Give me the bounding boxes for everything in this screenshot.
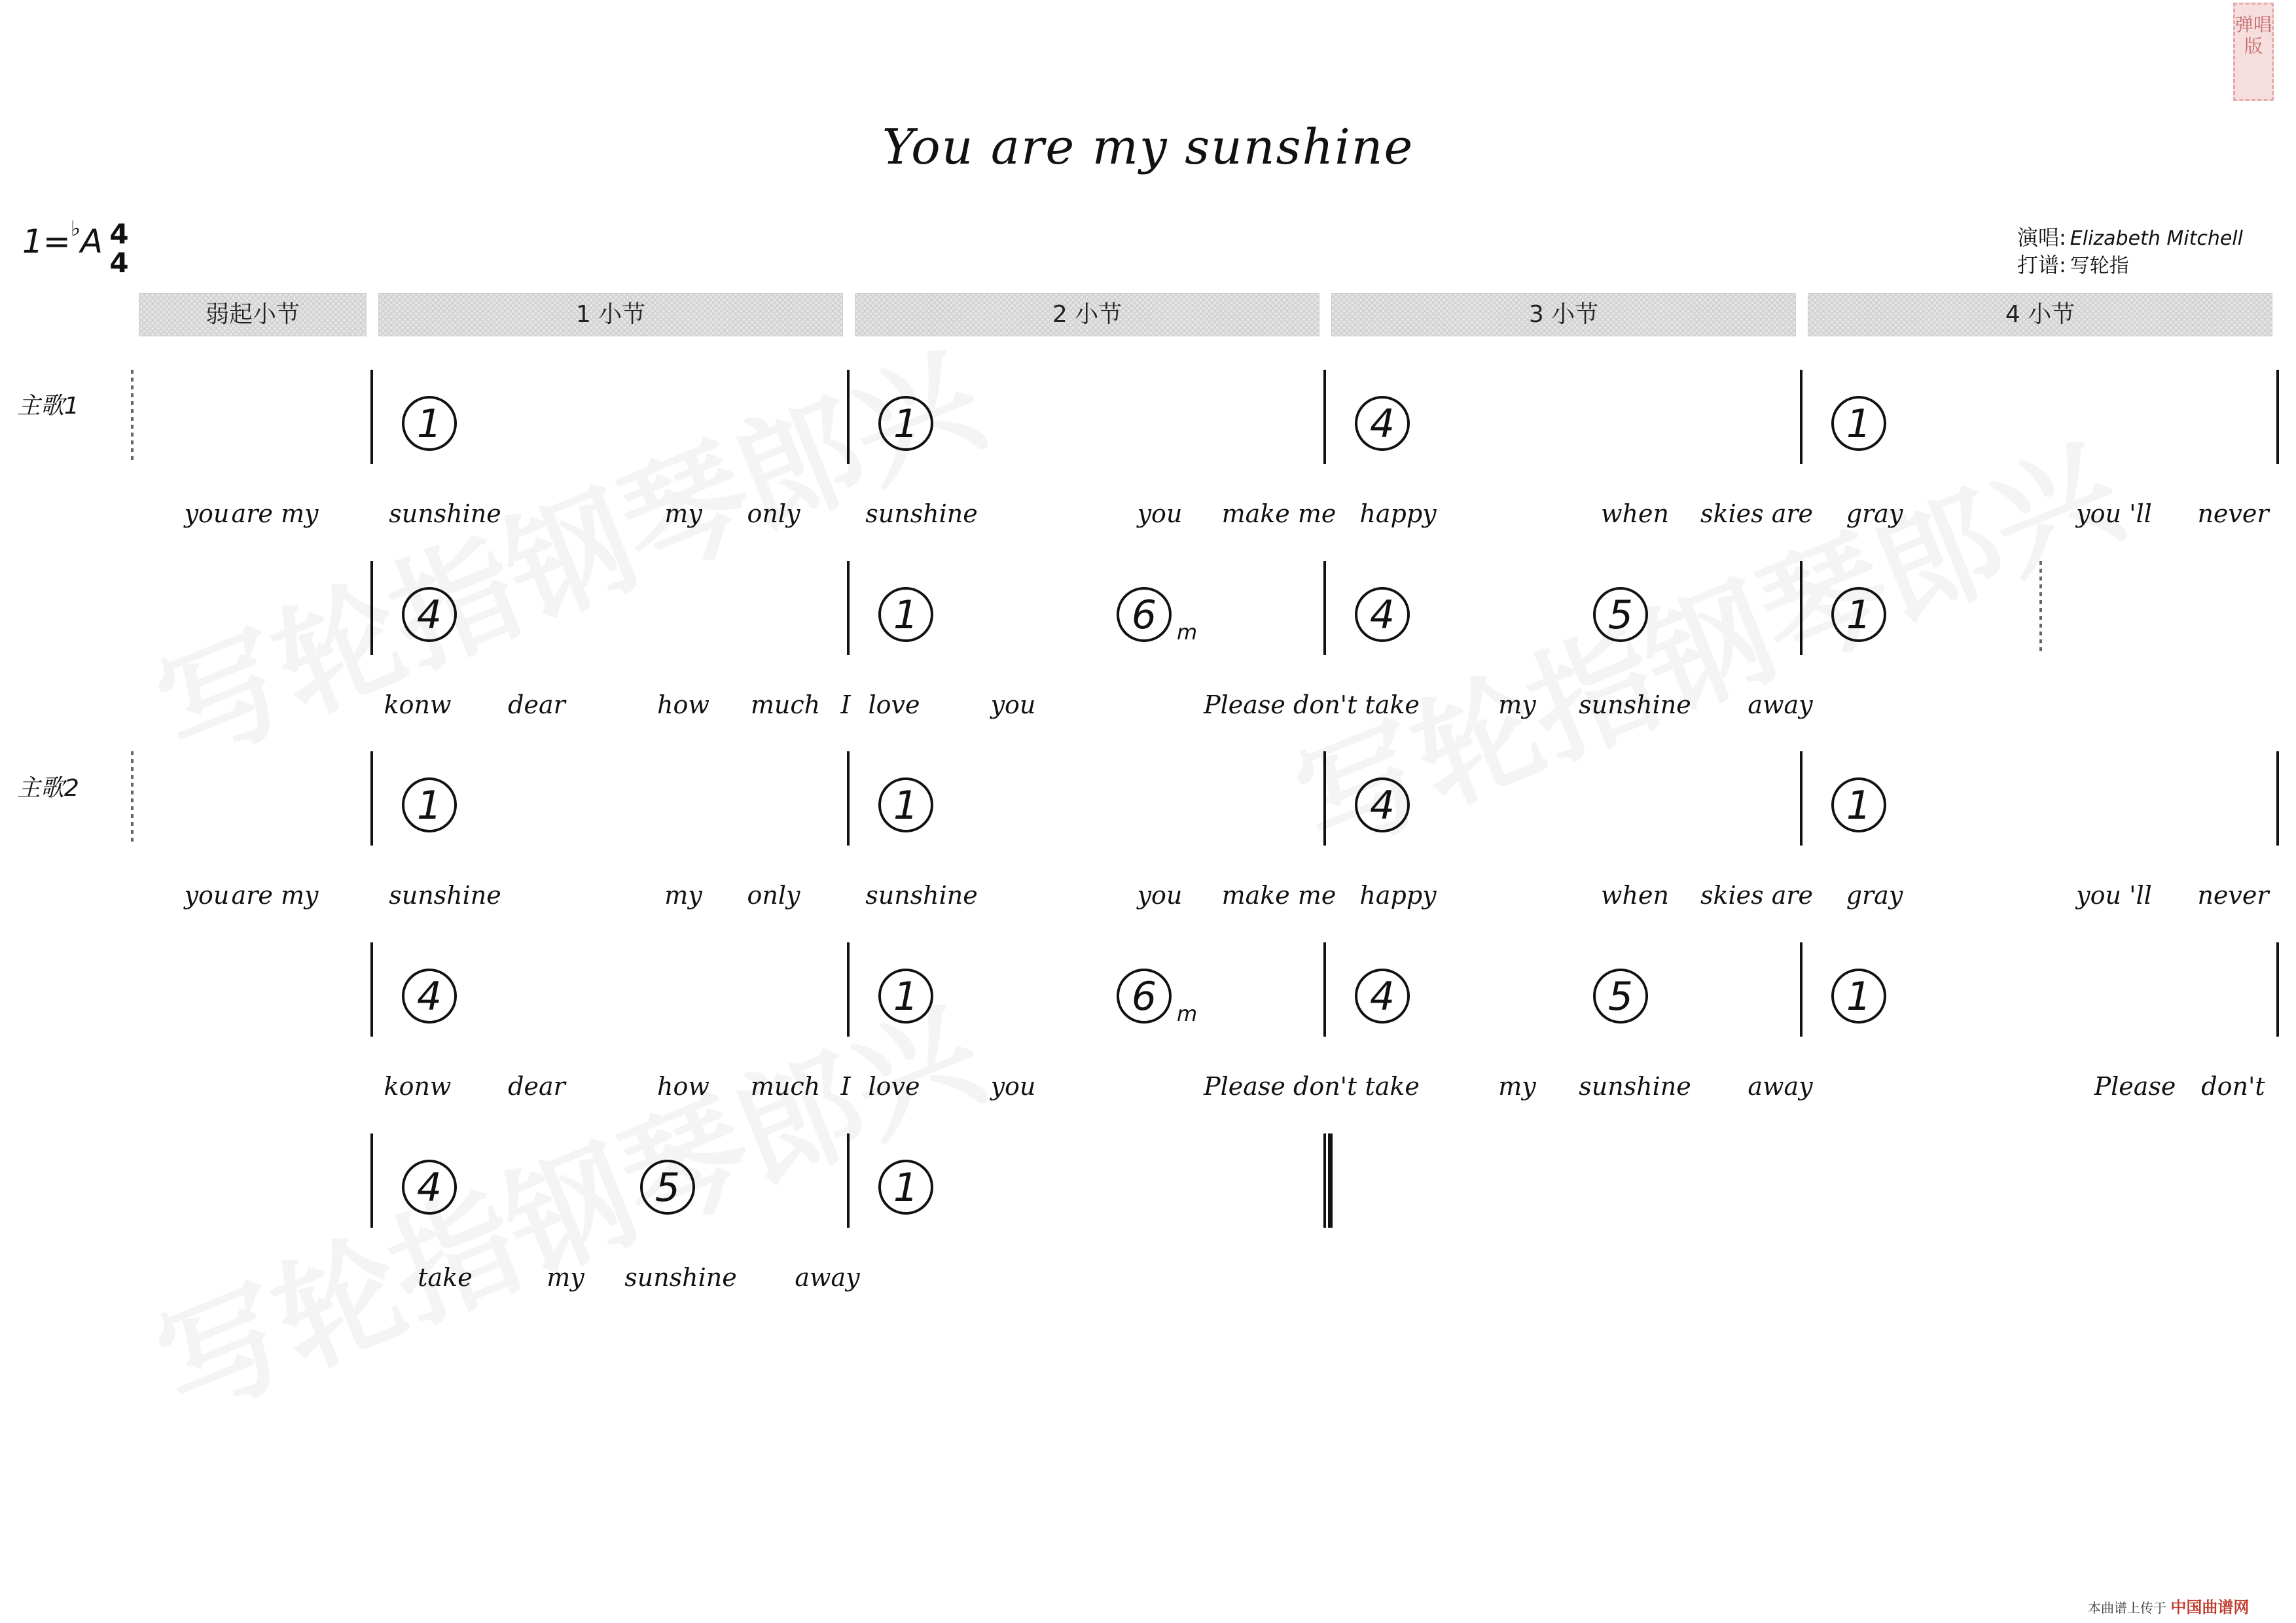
footer-text: 本曲谱上传于	[2088, 1600, 2166, 1616]
barline	[1800, 370, 1803, 464]
lyric-word: away	[1748, 1072, 1813, 1101]
barline	[370, 1133, 373, 1228]
lyric-word: much	[750, 690, 821, 719]
chord-circle: 5	[1593, 969, 1648, 1024]
barline	[1800, 942, 1803, 1037]
chord-circle: 4	[1355, 777, 1410, 832]
barline	[370, 561, 373, 655]
measure-header-pickup: 弱起小节	[139, 293, 367, 336]
barline	[847, 370, 850, 464]
lyric-word: happy	[1359, 499, 1437, 528]
barline	[2276, 942, 2279, 1037]
lyric-word: Please don't take	[1204, 1072, 1420, 1101]
chord-circle: 1	[1831, 969, 1886, 1024]
key-note: A	[80, 223, 103, 260]
chord-suffix: m	[1177, 620, 1198, 645]
lyric-word: don't	[2201, 1072, 2265, 1101]
lyric-word: konw	[384, 1072, 452, 1101]
section-label-verse-1: 主歌1	[17, 393, 79, 419]
chord-circle: 4	[1355, 396, 1410, 451]
lyric-word: you	[184, 881, 230, 910]
barline	[847, 751, 850, 846]
chord-circle: 4	[402, 587, 457, 642]
lyric-word: Please	[2094, 1072, 2176, 1101]
barline	[1800, 751, 1803, 846]
barline	[847, 561, 850, 655]
chord-circle: 5	[640, 1160, 695, 1215]
lyric-word: never	[2197, 499, 2269, 528]
lyric-word: away	[1748, 690, 1813, 719]
lyric-word: love	[868, 1072, 920, 1101]
measure-header-1: 1 小节	[378, 293, 843, 336]
lyric-word: are my	[231, 881, 319, 910]
time-signature	[106, 220, 132, 277]
lyric-word: you	[1137, 499, 1183, 528]
lyric-word: only	[747, 499, 800, 528]
lyric-word: sunshine	[1579, 1072, 1691, 1101]
lyric-word: sunshine	[389, 499, 501, 528]
barline	[1323, 561, 1326, 655]
lyric-word: Please don't take	[1204, 690, 1420, 719]
lyric-word: you	[1137, 881, 1183, 910]
measure-header-2: 2 小节	[855, 293, 1319, 336]
barline	[370, 942, 373, 1037]
footer	[2088, 1594, 2249, 1617]
barline	[1323, 751, 1326, 846]
time-signature-bottom: 4	[109, 247, 129, 279]
chord-circle: 6	[1117, 969, 1172, 1024]
lyric-word: skies are	[1700, 499, 1814, 528]
chord-circle: 1	[1831, 777, 1886, 832]
edition-stamp: 弹唱版	[2233, 3, 2274, 101]
chord-circle: 1	[878, 1160, 933, 1215]
watermark	[130, 302, 1003, 794]
lyric-word: my	[664, 499, 702, 528]
lyric-word: gray	[1846, 499, 1903, 528]
lyric-word: skies are	[1700, 881, 1814, 910]
measure-header-4: 4 小节	[1808, 293, 2272, 336]
barline	[2276, 370, 2279, 464]
dashed-barline	[131, 751, 134, 846]
page-title: You are my sunshine	[882, 119, 1414, 175]
lyric-word: away	[795, 1263, 860, 1292]
credit-label: 演唱:	[2017, 225, 2066, 250]
lyric-word: take	[418, 1263, 473, 1292]
chord-circle: 4	[402, 969, 457, 1024]
lyric-word: konw	[384, 690, 452, 719]
watermark	[130, 957, 1003, 1448]
lyric-word: my	[1498, 690, 1536, 719]
credit-label: 打谱:	[2017, 253, 2066, 277]
lyric-word: love	[868, 690, 920, 719]
lyric-word: much	[750, 1072, 821, 1101]
flat-sign: ♭	[70, 216, 81, 241]
lyric-word: happy	[1359, 881, 1437, 910]
lyric-word: my	[547, 1263, 584, 1292]
lyric-word: you	[184, 499, 230, 528]
chord-circle: 1	[402, 777, 457, 832]
chord-circle: 1	[878, 777, 933, 832]
lyric-word: dear	[508, 1072, 565, 1101]
final-barline	[1323, 1133, 1333, 1228]
chord-circle: 1	[1831, 396, 1886, 451]
barline	[1323, 370, 1326, 464]
barline	[370, 751, 373, 846]
credit-transcriber	[2017, 249, 2129, 279]
lyric-word: you	[990, 690, 1036, 719]
chord-circle: 1	[1831, 587, 1886, 642]
measure-header-3: 3 小节	[1331, 293, 1796, 336]
lyric-word: how	[657, 690, 709, 719]
lyric-word: never	[2197, 881, 2269, 910]
lyric-word: make me	[1221, 499, 1336, 528]
lyric-word: you 'll	[2076, 881, 2152, 910]
barline	[1800, 561, 1803, 655]
barline	[847, 1133, 850, 1228]
lyric-word: when	[1601, 881, 1669, 910]
lyric-word: I	[840, 690, 851, 719]
lyric-word: sunshine	[1579, 690, 1691, 719]
chord-circle: 1	[878, 587, 933, 642]
chord-circle: 1	[878, 396, 933, 451]
lyric-word: sunshine	[389, 881, 501, 910]
lyric-word: my	[1498, 1072, 1536, 1101]
lyric-word: you	[990, 1072, 1036, 1101]
lyric-word: gray	[1846, 881, 1903, 910]
chord-suffix: m	[1177, 1001, 1198, 1026]
dashed-barline	[131, 370, 134, 464]
barline	[370, 370, 373, 464]
chord-circle: 4	[1355, 587, 1410, 642]
lyric-word: I	[840, 1072, 851, 1101]
footer-brand: 中国曲谱网	[2170, 1598, 2250, 1616]
lyric-word: only	[747, 881, 800, 910]
time-signature-top: 4	[109, 218, 129, 250]
chord-circle: 1	[402, 396, 457, 451]
lyric-word: sunshine	[865, 881, 978, 910]
lyric-word: when	[1601, 499, 1669, 528]
credit-value: 写轮指	[2070, 255, 2129, 277]
lyric-word: make me	[1221, 881, 1336, 910]
lyric-word: sunshine	[865, 499, 978, 528]
key-tonic: 1	[22, 223, 43, 260]
lyric-word: you 'll	[2076, 499, 2152, 528]
barline	[2276, 751, 2279, 846]
lyric-word: are my	[231, 499, 319, 528]
credit-singer	[2017, 221, 2243, 251]
chord-circle: 1	[878, 969, 933, 1024]
chord-circle: 6	[1117, 587, 1172, 642]
chord-circle: 4	[1355, 969, 1410, 1024]
dashed-barline	[2039, 561, 2042, 655]
barline	[1323, 942, 1326, 1037]
lyric-word: dear	[508, 690, 565, 719]
chord-circle: 5	[1593, 587, 1648, 642]
chord-circle: 4	[402, 1160, 457, 1215]
lyric-word: how	[657, 1072, 709, 1101]
lyric-word: my	[664, 881, 702, 910]
section-label-verse-2: 主歌2	[17, 775, 79, 802]
key-equals: =	[43, 223, 71, 260]
key-signature	[22, 216, 103, 260]
credit-value: Elizabeth Mitchell	[2070, 227, 2243, 250]
barline	[847, 942, 850, 1037]
lyric-word: sunshine	[624, 1263, 737, 1292]
